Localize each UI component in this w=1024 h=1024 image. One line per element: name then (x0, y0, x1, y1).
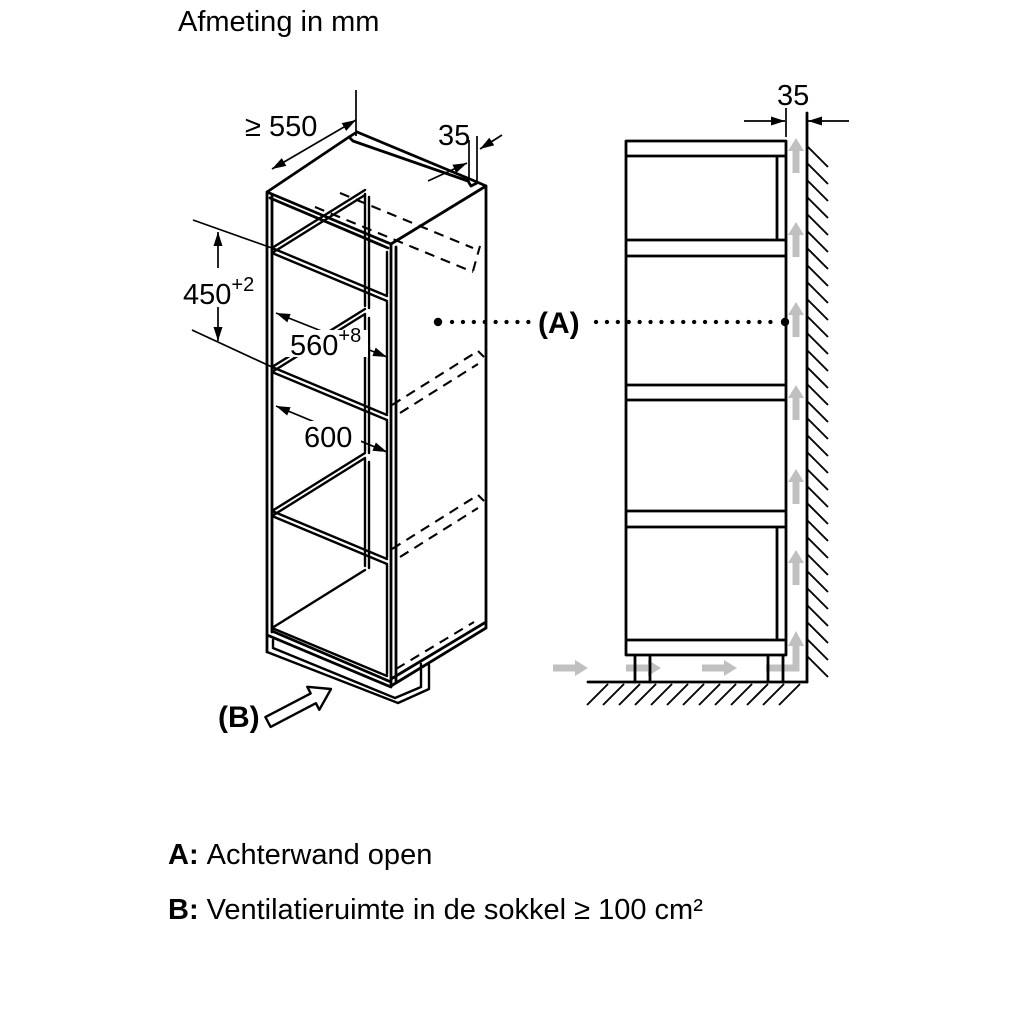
plinth-ventilation-arrow (265, 687, 331, 727)
airflow-up-arrow (788, 469, 804, 504)
side-view (553, 80, 849, 705)
airflow-up-arrow (788, 385, 804, 420)
airflow-up-arrow (788, 222, 804, 257)
dimension-niche-height (183, 220, 272, 367)
airflow-right-arrow (626, 660, 661, 676)
marker-a-label: (A) (538, 307, 580, 340)
connector-dot-left (434, 318, 442, 326)
airflow-up-arrow (788, 138, 804, 173)
airflow-up-arrow (788, 550, 804, 585)
dimension-niche-width-label: $560^{+8}$ (290, 325, 362, 362)
marker-b-label: (B) (218, 701, 260, 734)
airflow-arrows (553, 138, 804, 676)
dimension-top-rear-gap (428, 120, 502, 182)
legend-row-a: A: Achterwand open (168, 839, 433, 871)
page-title: Afmeting in mm (178, 6, 380, 38)
cabinet-rear-left-edge (365, 194, 369, 568)
wall-hatch (807, 146, 828, 677)
marker-b (218, 687, 331, 734)
isometric-cabinet-view (183, 90, 502, 734)
dimension-wall-gap (744, 80, 849, 137)
airflow-right-arrow (702, 660, 737, 676)
dimension-wall-gap-label: 35 (777, 80, 810, 112)
dimension-depth (245, 90, 356, 169)
legend (168, 839, 703, 926)
airflow-right-arrow (553, 660, 588, 676)
airflow-up-arrow (788, 302, 804, 337)
side-cabinet-outline (626, 141, 786, 682)
dimension-depth-label: ≥ 550 (245, 111, 318, 143)
legend-row-b: B: Ventilatieruimte in de sokkel ≥ 100 cm² (168, 894, 703, 926)
dimension-lower-niche-width-label: 600 (304, 422, 353, 454)
dimension-top-rear-gap-label: 35 (438, 120, 471, 152)
floor-hatch (587, 684, 800, 705)
dimension-niche-width (276, 313, 387, 362)
airflow-elbow-arrowhead (788, 631, 804, 646)
dimension-niche-height-label: $450^{+2}$ (183, 274, 255, 311)
